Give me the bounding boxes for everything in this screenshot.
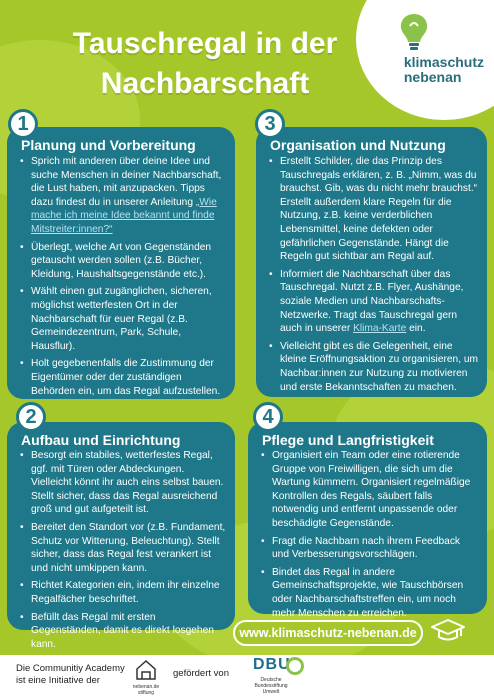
website-link[interactable]: www.klimaschutz-nebenan.de [233, 620, 423, 646]
climate-map-link[interactable]: Klima-Karte [353, 323, 407, 335]
section-number-badge: 4 [253, 402, 283, 432]
section-heading: Organisation und Nutzung [270, 137, 446, 153]
org-caption: nebenan.de stiftung [132, 684, 160, 696]
section-heading: Aufbau und Einrichtung [21, 432, 181, 448]
list-item: • Bindet das Regal in andere Gemeinschaftsprojekte, wie Tauschbörsen oder Nachbarschaftstreffen ein, um noch mehr Menschen zu erreichen. [260, 566, 479, 620]
section-card-setup [7, 422, 235, 650]
list-item: • Fragt die Nachbarn nach ihrem Feedback und Verbesserungsvorschlägen. [260, 535, 479, 562]
dbu-logo-text: DBU [253, 656, 291, 673]
page-title: Tauschregal in der Nachbarschaft [72, 27, 338, 100]
section-list [19, 155, 227, 402]
section-list [260, 449, 479, 624]
section-list [268, 155, 479, 398]
section-card-maintenance [248, 422, 487, 619]
list-item: • Erstellt Schilder, die das Prinzip des Tauschregals erklären, z. B. „Nimm, was du brauchst. Gib, was du nicht mehr brauchst.“ Erstellt außerdem klare Regeln für die Nutzung, z.B. keine verderblichen Lebensmittel, keine defekten oder gefährlichen Gegenstände. Hängt die Regeln gut sichtbar am Regal auf. [268, 155, 479, 264]
list-item: • Überlegt, welche Art von Gegenständen getauscht werden sollen (z.B. Bücher, Kleidung, Haushaltsgegenstände etc.). [19, 241, 227, 282]
guide-link[interactable]: „Wie mache ich meine Idee bekannt und finde Mitstreiter:innen?“ [31, 196, 217, 235]
logo-line2: nebenan [403, 69, 462, 85]
dbu-caption: Deutsche Bundesstiftung Umwelt [254, 677, 288, 695]
list-item: • Sprich mit anderen über deine Idee und suche Menschen in deiner Nachbarschaft, die Lust haben, mit anzupacken. Tipps dazu findest du in unserer Anleitung „Wie mache ich meine Idee bekannt und finde Mitstreiter:innen?“ [19, 155, 227, 237]
section-number-badge: 1 [8, 109, 38, 139]
list-item: • Organisiert ein Team oder eine rotierende Gruppe von Freiwilligen, die sich um die Wartung kümmern. Organisiert regelmäßige Kontrollen des Regals, säubert falls notwendig und entfernt unpassende oder beschädigte Gegenstände. [260, 449, 479, 531]
section-card-planning [7, 127, 235, 399]
logo-line1: klimaschutz [403, 54, 484, 70]
footer [0, 655, 494, 699]
logo-text [404, 55, 484, 85]
house-logo-icon [134, 658, 158, 682]
funded-text: gefördert von [173, 668, 229, 679]
initiative-text: Die Communitiy Academy ist eine Initiative der [16, 663, 125, 686]
dbu-ring-icon [286, 657, 304, 675]
list-item: • Befüllt das Regal mit ersten Gegenständen, damit es direkt losgehen kann. [19, 611, 227, 652]
list-item: • Wählt einen gut zugänglichen, sicheren, möglichst wetterfesten Ort in der Nachbarschaft für euer Regal (z.B. Gemeindezentrum, Park, Schule, Hausflur). [19, 285, 227, 353]
section-heading: Planung und Vorbereitung [21, 137, 196, 153]
list-item: • Besorgt ein stabiles, wetterfestes Regal, ggf. mit Türen oder Abdeckungen. Vielleicht könnt ihr auch eins selbst bauen. Stellt sicher, dass das Regal ausreichend groß und gut aufgeteilt ist. [19, 449, 227, 517]
list-item: • Vielleicht gibt es die Gelegenheit, eine kleine Eröffnungsaktion zu organisieren, um Nachbar:innen zur Nutzung zu motivieren und erste Bekanntschaften zu machen. [268, 340, 479, 394]
list-item: • Richtet Kategorien ein, indem ihr einzelne Regalfächer beschriftet. [19, 579, 227, 606]
list-item: • Bereitet den Standort vor (z.B. Fundament, Schutz vor Witterung, Beleuchtung). Stellt sicher, dass das Regal fest verankert ist und nicht umkippen kann. [19, 521, 227, 575]
section-heading: Pflege und Langfristigkeit [262, 432, 434, 448]
section-card-organisation [256, 127, 487, 397]
section-list [19, 449, 227, 655]
section-number-badge: 2 [16, 402, 46, 432]
graduation-cap-icon [430, 618, 466, 644]
lightbulb-icon [398, 12, 430, 52]
section-number-badge: 3 [255, 109, 285, 139]
list-item: • Holt gegebenenfalls die Zustimmung der Eigentümer oder der zuständigen Behörden ein, um das Regal aufzustellen. [19, 357, 227, 398]
list-item: • Informiert die Nachbarschaft über das Tauschregal. Nutzt z.B. Flyer, Aushänge, soziale Medien und Nachbarschafts-Netzwerke. Tragt das Tauschregal gern auch in unserer Klima-Karte ein. [268, 268, 479, 336]
